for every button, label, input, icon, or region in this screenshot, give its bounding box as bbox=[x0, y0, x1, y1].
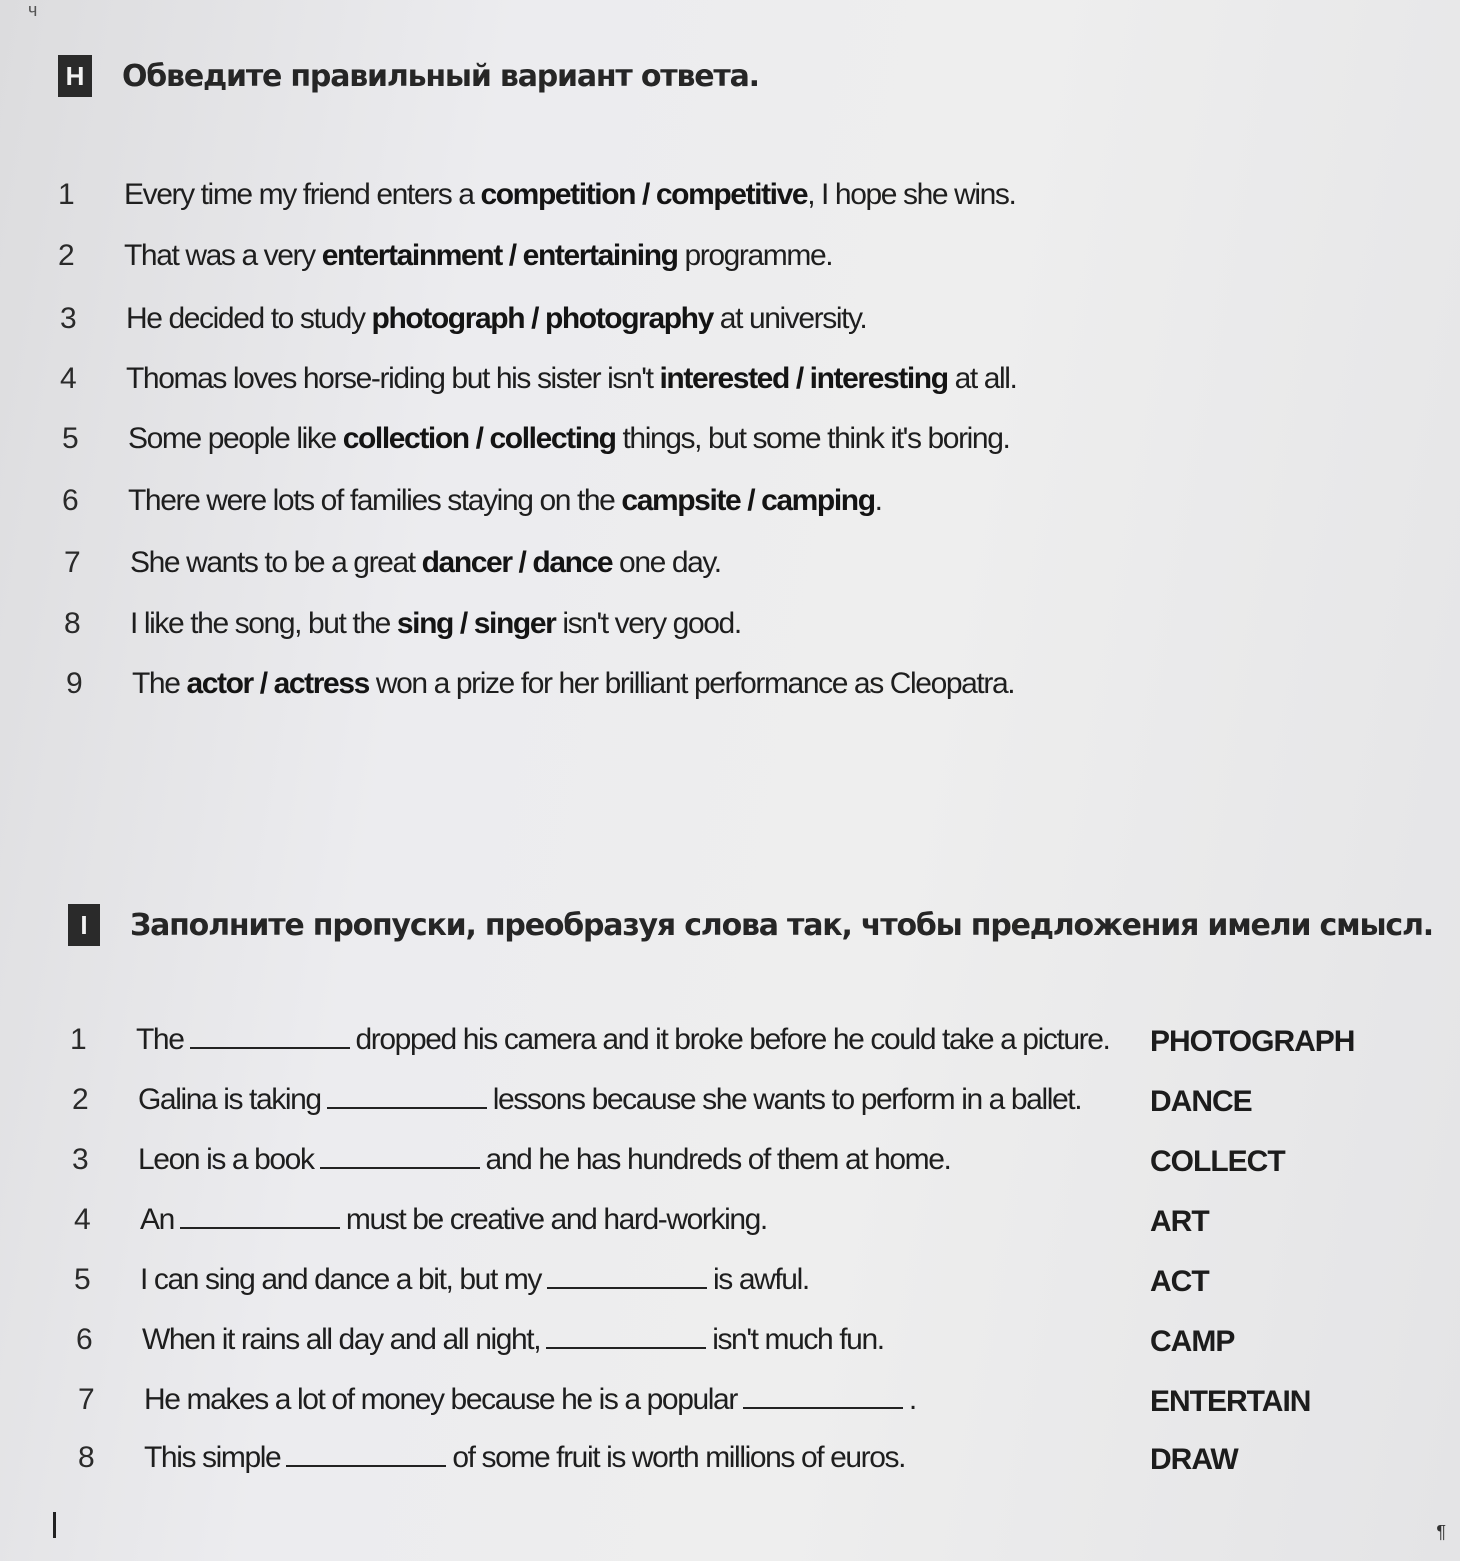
keyword-draw: DRAW bbox=[1150, 1443, 1238, 1476]
pilcrow-mark: ¶ bbox=[1436, 1522, 1446, 1542]
i-item-3 bbox=[72, 1143, 951, 1177]
answer-blank[interactable] bbox=[743, 1406, 903, 1409]
sentence-start: Galina is taking bbox=[138, 1083, 321, 1116]
item-number: 1 bbox=[70, 1023, 86, 1056]
i-item-8 bbox=[78, 1441, 905, 1475]
item-number: 4 bbox=[74, 1203, 90, 1236]
item-number: 7 bbox=[64, 546, 80, 579]
answer-blank[interactable] bbox=[286, 1464, 446, 1467]
item-number: 5 bbox=[62, 422, 78, 455]
h-item-7 bbox=[64, 546, 721, 580]
answer-choices[interactable]: dancer / dance bbox=[421, 546, 613, 579]
sentence-start: Every time my friend enters a bbox=[124, 178, 481, 211]
sentence-start: An bbox=[140, 1203, 174, 1236]
sentence-start: The bbox=[136, 1023, 184, 1056]
sentence-start: I like the song, but the bbox=[130, 607, 397, 640]
sentence-end: at all. bbox=[947, 362, 1017, 395]
section-i-letter: I bbox=[68, 904, 100, 946]
answer-choices[interactable]: collection / collecting bbox=[342, 422, 616, 455]
item-number: 8 bbox=[78, 1441, 94, 1474]
answer-blank[interactable] bbox=[180, 1226, 340, 1229]
h-item-9 bbox=[66, 667, 1014, 701]
section-i-header bbox=[68, 904, 1433, 946]
sentence-end: at university. bbox=[712, 302, 867, 335]
keyword-entertain: ENTERTAIN bbox=[1150, 1385, 1311, 1418]
sentence-start: The bbox=[132, 667, 187, 700]
item-number: 7 bbox=[78, 1383, 94, 1416]
sentence-start: This simple bbox=[144, 1441, 281, 1474]
keyword-dance: DANCE bbox=[1150, 1085, 1252, 1118]
item-number: 6 bbox=[76, 1323, 92, 1356]
i-item-1 bbox=[70, 1023, 1109, 1057]
item-number: 2 bbox=[72, 1083, 88, 1116]
answer-choices[interactable]: actor / actress bbox=[186, 667, 369, 700]
answer-blank[interactable] bbox=[546, 1346, 706, 1349]
sentence-start: When it rains all day and all night, bbox=[142, 1323, 541, 1356]
keyword-collect: COLLECT bbox=[1150, 1145, 1285, 1178]
i-item-5 bbox=[74, 1263, 809, 1297]
item-number: 4 bbox=[60, 362, 76, 395]
section-h-letter: H bbox=[58, 55, 92, 97]
h-item-3 bbox=[60, 302, 866, 336]
sentence-end: isn't very good. bbox=[555, 607, 741, 640]
answer-blank[interactable] bbox=[547, 1286, 707, 1289]
sentence-end: isn't much fun. bbox=[712, 1323, 884, 1356]
item-number: 8 bbox=[64, 607, 80, 640]
sentence-start: She wants to be a great bbox=[130, 546, 422, 579]
answer-choices[interactable]: entertainment / entertaining bbox=[321, 239, 678, 272]
sentence-end: programme. bbox=[677, 239, 833, 272]
sentence-start: He makes a lot of money because he is a popular bbox=[144, 1383, 737, 1416]
section-h-header bbox=[58, 55, 759, 97]
item-number: 3 bbox=[60, 302, 76, 335]
sentence-start: There were lots of families staying on the bbox=[128, 484, 622, 517]
sentence-start: Thomas loves horse-riding but his sister isn't bbox=[126, 362, 660, 395]
sentence-end: won a prize for her brilliant performance as Cleopatra. bbox=[368, 667, 1015, 700]
sentence-end: things, but some think it's boring. bbox=[615, 422, 1010, 455]
item-number: 1 bbox=[58, 178, 74, 211]
i-item-6 bbox=[76, 1323, 884, 1357]
h-item-2 bbox=[58, 239, 832, 273]
answer-blank[interactable] bbox=[320, 1166, 480, 1169]
sentence-start: That was a very bbox=[124, 239, 322, 272]
sentence-end: . bbox=[874, 484, 882, 517]
i-item-4 bbox=[74, 1203, 767, 1237]
sentence-end: dropped his camera and it broke before he could take a picture. bbox=[355, 1023, 1110, 1056]
sentence-end: of some fruit is worth millions of euros. bbox=[452, 1441, 906, 1474]
keyword-art: ART bbox=[1150, 1205, 1209, 1238]
sentence-end: and he has hundreds of them at home. bbox=[485, 1143, 951, 1176]
item-number: 6 bbox=[62, 484, 78, 517]
section-h-instruction: Обведите правильный вариант ответа. bbox=[122, 58, 759, 94]
item-number: 5 bbox=[74, 1263, 90, 1296]
answer-choices[interactable]: sing / singer bbox=[396, 607, 556, 640]
corner-mark: ч bbox=[28, 0, 38, 20]
sentence-end: is awful. bbox=[713, 1263, 809, 1296]
answer-choices[interactable]: photograph / photography bbox=[371, 302, 713, 335]
item-number: 3 bbox=[72, 1143, 88, 1176]
sentence-start: Leon is a book bbox=[138, 1143, 314, 1176]
item-number: 9 bbox=[66, 667, 82, 700]
i-item-7 bbox=[78, 1383, 916, 1417]
sentence-start: I can sing and dance a bit, but my bbox=[140, 1263, 542, 1296]
sentence-end: must be creative and hard-working. bbox=[345, 1203, 767, 1236]
keyword-camp: CAMP bbox=[1150, 1325, 1235, 1358]
h-item-8 bbox=[64, 607, 741, 641]
sentence-end: lessons because she wants to perform in a ballet. bbox=[492, 1083, 1082, 1116]
sentence-start: Some people like bbox=[128, 422, 343, 455]
item-number: 2 bbox=[58, 239, 74, 272]
answer-choices[interactable]: interested / interesting bbox=[659, 362, 948, 395]
h-item-1 bbox=[58, 178, 1015, 212]
section-i-instruction: Заполните пропуски, преобразуя слова так, чтобы предложения имели смысл. bbox=[130, 907, 1433, 943]
sentence-end: one day. bbox=[612, 546, 721, 579]
sentence-start: He decided to study bbox=[126, 302, 372, 335]
text-cursor bbox=[53, 1512, 56, 1538]
answer-choices[interactable]: competition / competitive bbox=[480, 178, 808, 211]
sentence-end: , I hope she wins. bbox=[807, 178, 1016, 211]
answer-blank[interactable] bbox=[190, 1046, 350, 1049]
keyword-act: ACT bbox=[1150, 1265, 1209, 1298]
answer-choices[interactable]: campsite / camping bbox=[621, 484, 875, 517]
h-item-5 bbox=[62, 422, 1009, 456]
answer-blank[interactable] bbox=[327, 1106, 487, 1109]
sentence-end: . bbox=[908, 1383, 916, 1416]
h-item-4 bbox=[60, 362, 1016, 396]
i-item-2 bbox=[72, 1083, 1081, 1117]
h-item-6 bbox=[62, 484, 882, 518]
keyword-photograph: PHOTOGRAPH bbox=[1150, 1025, 1355, 1058]
